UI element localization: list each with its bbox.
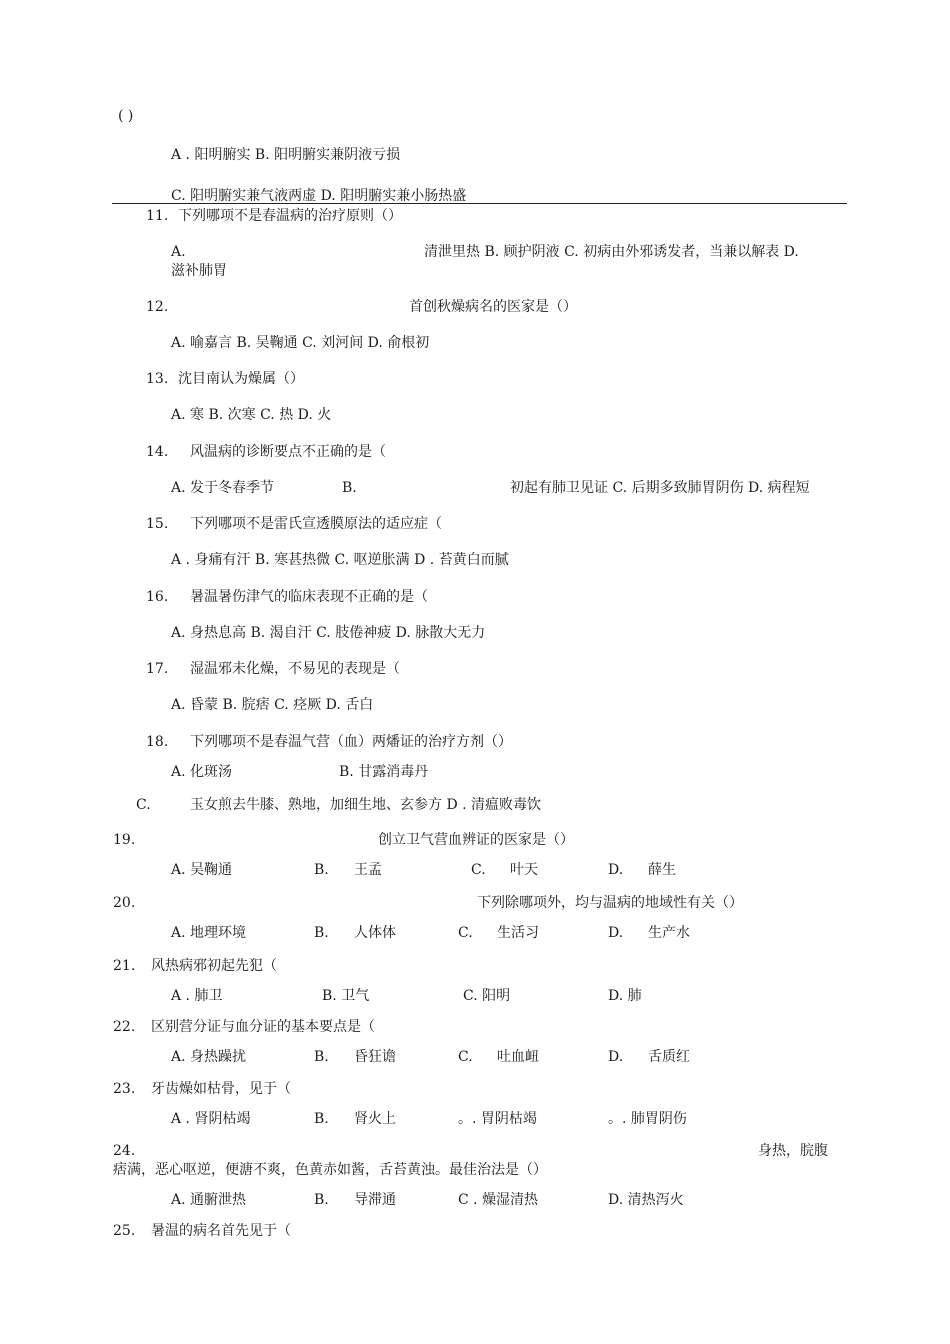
q23-stem: 牙齿燥如枯骨，见于（: [151, 1081, 291, 1097]
q24-stem-cont: 痞满，恶心呕逆，便溏不爽，色黄赤如酱，舌苔黄浊。最佳治法是（）: [113, 1162, 547, 1178]
q13-number: 13.: [146, 371, 169, 387]
q23-number: 23.: [113, 1081, 136, 1097]
q18-options-cd: 玉女煎去牛膝、熟地，加细生地、玄参方 D . 清瘟败毒饮: [190, 797, 542, 813]
q20-option-b: 人体体: [354, 925, 396, 941]
q12-number: 12.: [146, 299, 169, 315]
q24-option-a: A. 通腑泄热: [171, 1192, 247, 1208]
q25-stem: 暑温的病名首先见于（: [151, 1223, 291, 1239]
q15-options: A . 身痛有汗 B. 寒甚热微 C. 呕逆胀满 D . 苔黄白而腻: [171, 552, 509, 568]
q12-options: A. 喻嘉言 B. 吴鞠通 C. 刘河间 D. 俞根初: [171, 335, 430, 351]
q16-stem: 暑温暑伤津气的临床表现不正确的是（: [190, 589, 428, 605]
q19-number: 19.: [113, 832, 136, 848]
q15-number: 15.: [146, 516, 169, 532]
q24-number: 24.: [113, 1143, 136, 1159]
q18-option-c-label: C.: [136, 797, 151, 813]
options-cd: C. 阳明腑实兼气液两虚 D. 阳明腑实兼小肠热盛: [171, 188, 467, 204]
q20-option-d: 生产水: [648, 925, 690, 941]
q19-option-b: 王孟: [354, 862, 382, 878]
q22-stem: 区别营分证与血分证的基本要点是（: [151, 1019, 375, 1035]
q19-option-a: A. 吴鞠通: [171, 862, 233, 878]
q20-option-d-label: D.: [608, 925, 624, 941]
q20-option-a: A. 地理环境: [171, 925, 247, 941]
q14-stem: 风温病的诊断要点不正确的是（: [190, 444, 386, 460]
q14-options: 初起有肺卫见证 C. 后期多致肺胃阴伤 D. 病程短: [510, 480, 810, 496]
q12-stem: 首创秋燥病名的医家是（）: [409, 299, 577, 315]
q20-option-c-label: C.: [458, 925, 473, 941]
q18-stem: 下列哪项不是春温气营（血）两燔证的治疗方剂（）: [190, 734, 512, 750]
q22-option-d-label: D.: [608, 1049, 624, 1065]
q22-number: 22.: [113, 1019, 136, 1035]
q24-option-b: 导滞通: [354, 1192, 396, 1208]
q20-option-c: 生活习: [497, 925, 539, 941]
q21-stem: 风热病邪初起先犯（: [151, 958, 277, 974]
q14-option-a: A. 发于冬春季节: [171, 480, 275, 496]
q18-number: 18.: [146, 734, 169, 750]
q19-stem: 创立卫气营血辨证的医家是（）: [378, 832, 574, 848]
q19-option-c-label: C.: [471, 862, 486, 878]
q24-stem: 身热，脘腹: [758, 1143, 828, 1159]
q23-option-b: 肾火上: [354, 1111, 396, 1127]
q11-option-a: A.: [171, 244, 186, 260]
answer-paren: ( ): [118, 108, 134, 124]
q11-options: 清泄里热 B. 顾护阴液 C. 初病由外邪诱发者，当兼以解表 D.: [424, 244, 799, 260]
q17-stem: 湿温邪未化燥，不易见的表现是（: [190, 661, 400, 677]
q22-option-c: 吐血衄: [497, 1049, 539, 1065]
q22-option-d: 舌质红: [648, 1049, 690, 1065]
q17-options: A. 昏蒙 B. 脘痞 C. 痉厥 D. 舌白: [171, 697, 374, 713]
q21-option-d: D. 肺: [608, 988, 642, 1004]
q14-option-b-label: B.: [342, 480, 357, 496]
q19-option-d-label: D.: [608, 862, 624, 878]
q23-option-c: 。. 胃阴枯竭: [458, 1111, 537, 1127]
q23-option-d: 。. 肺胃阴伤: [608, 1111, 687, 1127]
q14-number: 14.: [146, 444, 169, 460]
q11-number: 11.: [146, 208, 169, 224]
q22-option-b: 昏狂谵: [354, 1049, 396, 1065]
q23-option-a: A . 肾阴枯竭: [171, 1111, 251, 1127]
q24-option-b-label: B.: [314, 1192, 329, 1208]
q18-option-b: B. 甘露消毒丹: [339, 764, 429, 780]
q13-options: A. 寒 B. 次寒 C. 热 D. 火: [171, 407, 332, 423]
q15-stem: 下列哪项不是雷氏宣透膜原法的适应症（: [190, 516, 442, 532]
q11-options-cont: 滋补肺胃: [171, 263, 227, 279]
q24-option-c: C . 燥湿清热: [458, 1192, 539, 1208]
q11-stem: 下列哪项不是春温病的治疗原则（）: [178, 208, 402, 224]
section-divider: [112, 203, 847, 204]
q23-option-b-label: B.: [314, 1111, 329, 1127]
q18-option-a: A. 化斑汤: [171, 764, 233, 780]
q21-option-c: C. 阳明: [463, 988, 511, 1004]
q16-number: 16.: [146, 589, 169, 605]
q20-stem: 下列除哪项外，均与温病的地域性有关（）: [477, 895, 743, 911]
q21-number: 21.: [113, 958, 136, 974]
q17-number: 17.: [146, 661, 169, 677]
q20-number: 20.: [113, 895, 136, 911]
q21-option-b: B. 卫气: [322, 988, 370, 1004]
q13-stem: 沈目南认为燥属（）: [178, 371, 304, 387]
q19-option-d: 薛生: [648, 862, 676, 878]
q20-option-b-label: B.: [314, 925, 329, 941]
q22-option-b-label: B.: [314, 1049, 329, 1065]
q21-option-a: A . 肺卫: [171, 988, 223, 1004]
q24-option-d: D. 清热泻火: [608, 1192, 684, 1208]
q25-number: 25.: [113, 1223, 136, 1239]
options-ab: A . 阳明腑实 B. 阳明腑实兼阴液亏损: [171, 147, 401, 163]
q22-option-c-label: C.: [458, 1049, 473, 1065]
q22-option-a: A. 身热躁扰: [171, 1049, 247, 1065]
q16-options: A. 身热息高 B. 渴自汗 C. 肢倦神疲 D. 脉散大无力: [171, 625, 486, 641]
q19-option-b-label: B.: [314, 862, 329, 878]
q19-option-c: 叶天: [510, 862, 538, 878]
